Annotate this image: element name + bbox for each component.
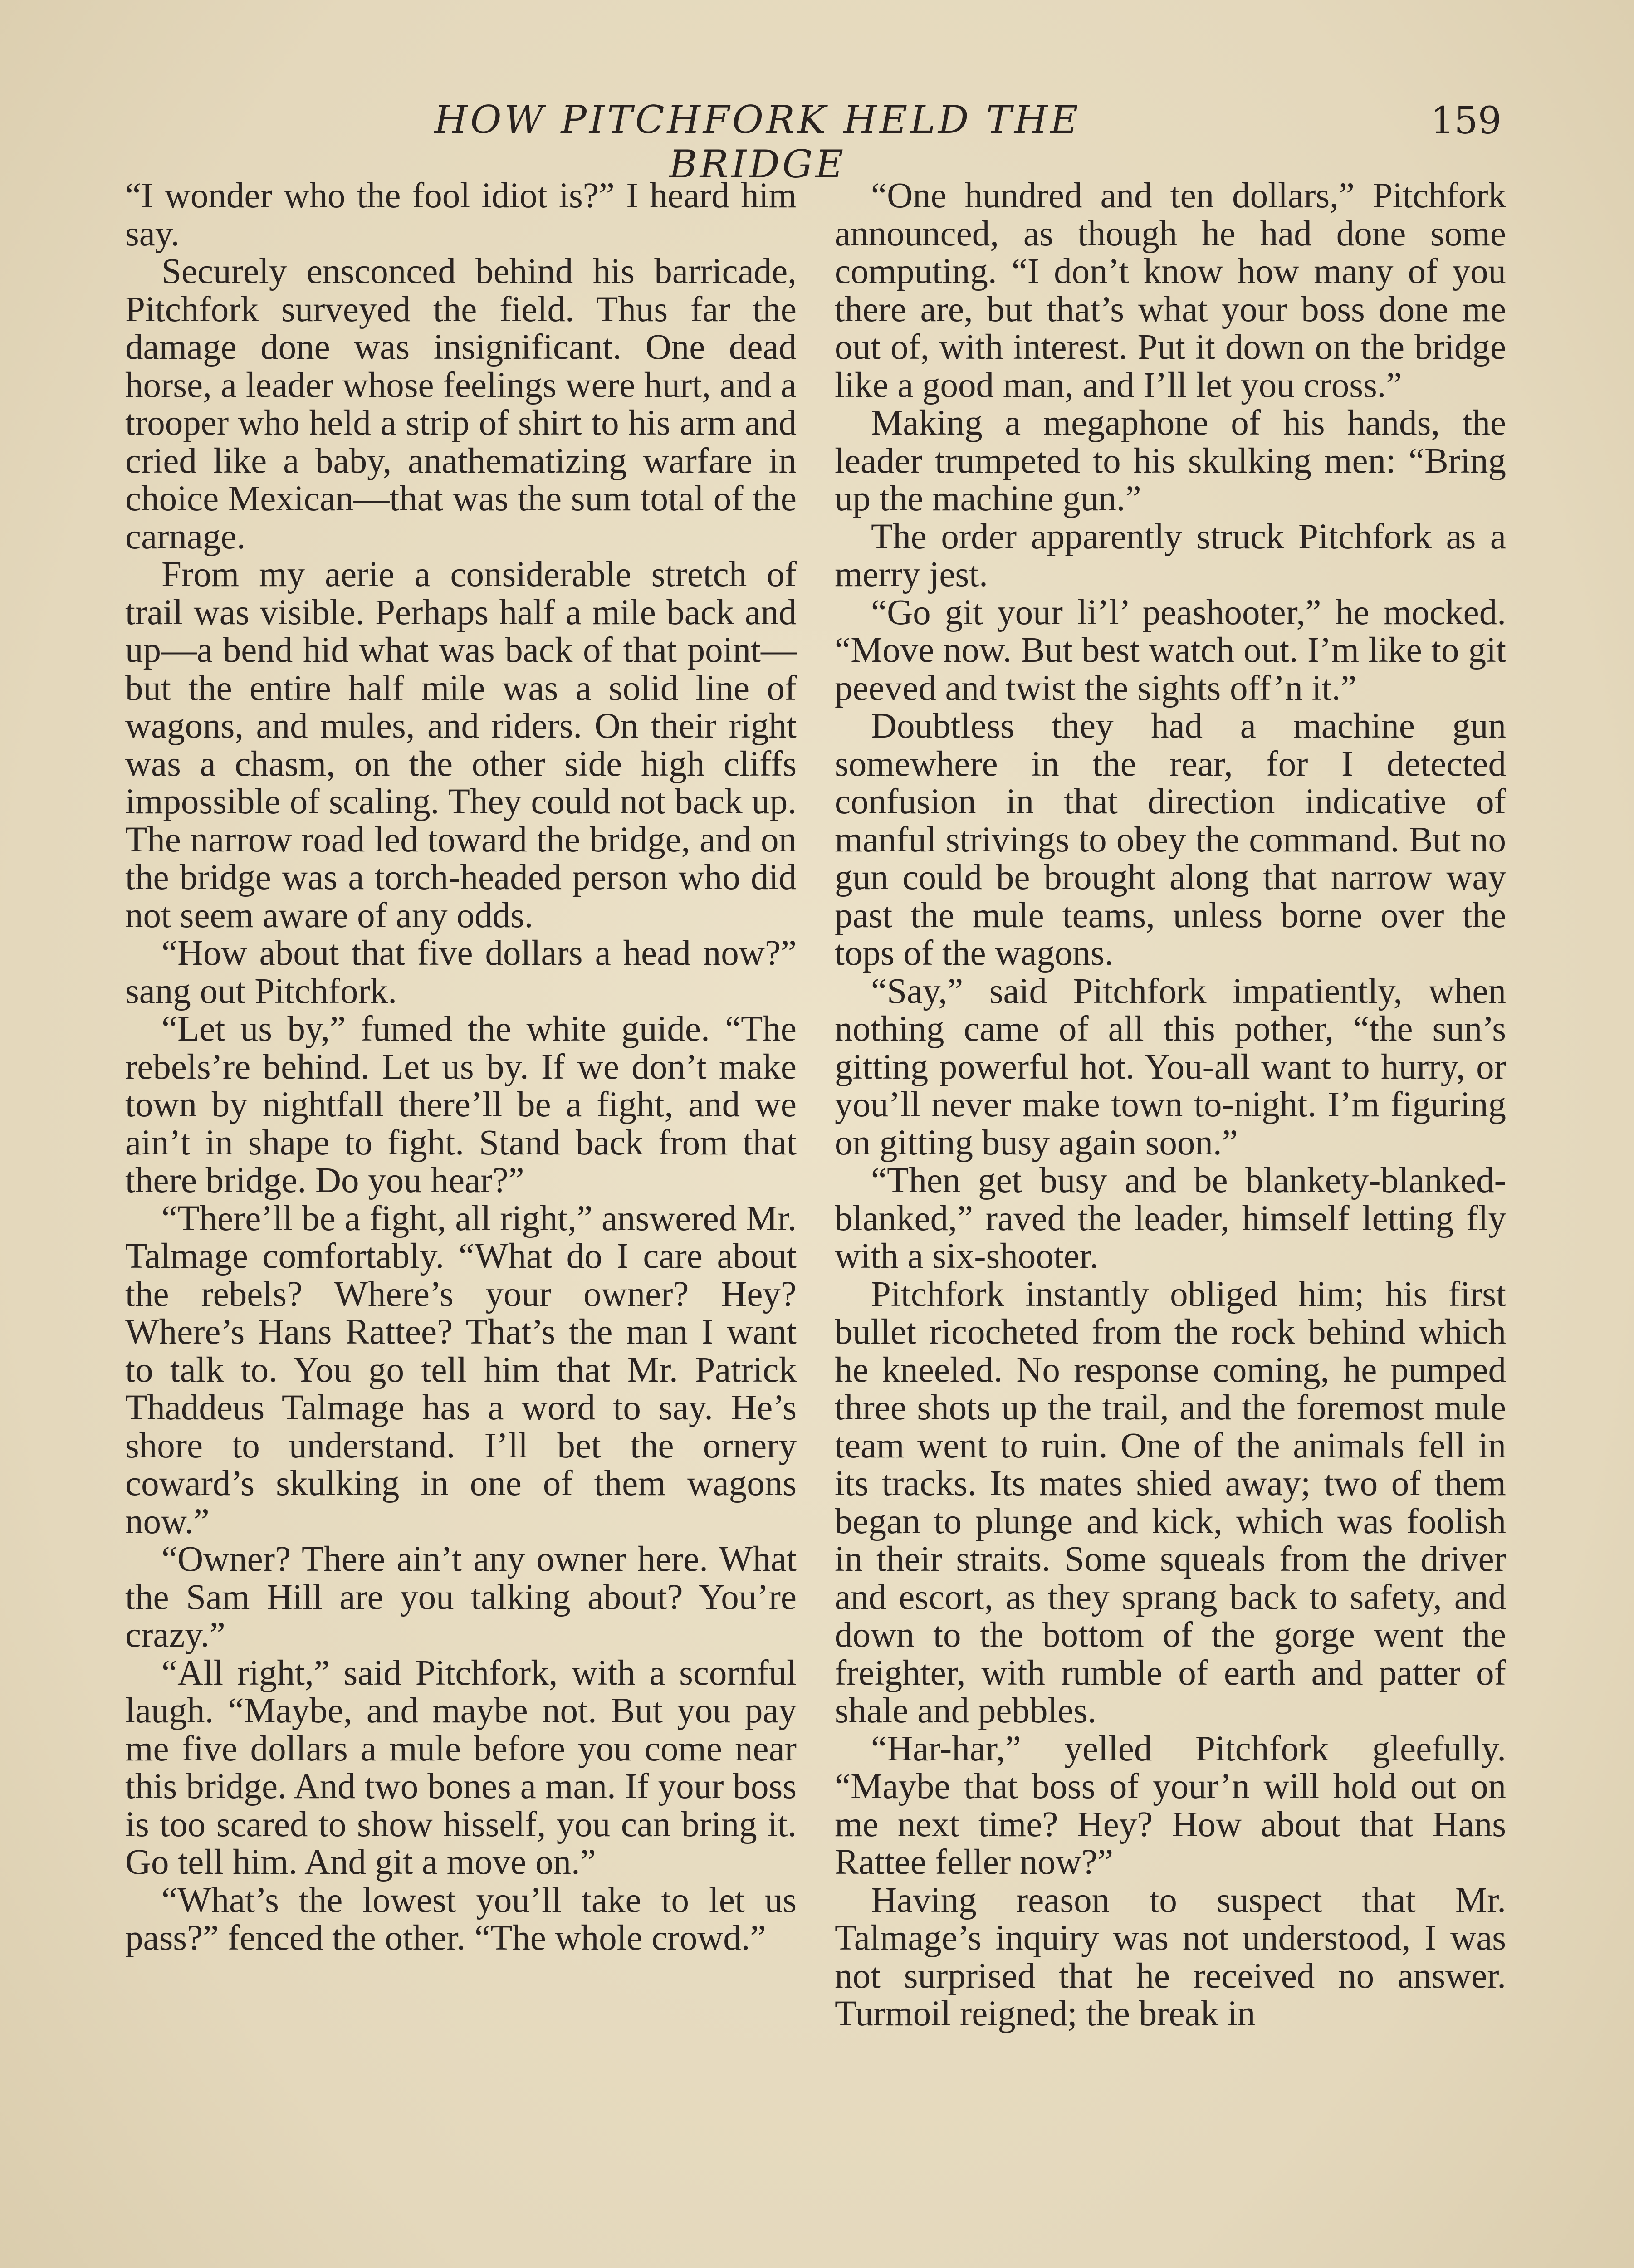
paragraph: From my aerie a considerable stretch of trail was visible. Perhaps half a mile back and up—a bend hid what was back of that point—but the entire half mile was a solid line of wagons, and mules, and riders. On their right was a chasm, on the other side high cliffs impossible of scaling. They could not back up. The narrow road led toward the bridge, and on the bridge was a torch-headed person who did not seem aware of any odds. xyxy=(125,555,797,935)
paragraph: “All right,” said Pitchfork, with a scornful laugh. “Maybe, and maybe not. But you pay me five dollars a mule before you come near this bridge. And two bones a man. If your boss is too scared to show hisself, you can bring it. Go tell him. And git a move on.” xyxy=(125,1653,797,1882)
paragraph: Having reason to suspect that Mr. Talmage’s inquiry was not understood, I was not surprised that he received no answer. Turmoil reigned; the break in xyxy=(835,1880,1506,2033)
paragraph: “One hundred and ten dollars,” Pitchfork announced, as though he had done some computing. “I don’t know how many of you there are, but that’s what your boss done me out of, with interest. Put it down on the bridge like a good man, and I’ll let you cross.” xyxy=(835,176,1506,405)
paragraph: “How about that five dollars a head now?” sang out Pitchfork. xyxy=(125,934,797,1011)
paragraph: “Then get busy and be blankety-blanked-blanked,” raved the leader, himself letting fly with a six-shooter. xyxy=(835,1161,1506,1276)
paragraph: The order apparently struck Pitchfork as a merry jest. xyxy=(835,517,1506,594)
paragraph: “What’s the lowest you’ll take to let us pass?” fenced the other. “The whole crowd.” xyxy=(125,1880,797,1958)
page-number: 159 xyxy=(1430,99,1502,142)
paragraph: “Say,” said Pitchfork impatiently, when nothing came of all this pother, “the sun’s gitting powerful hot. You-all want to hurry, or you’ll never make town to-night. I’m figuring on gitting busy again soon.” xyxy=(835,971,1506,1163)
page-header xyxy=(122,98,1502,186)
left-column xyxy=(125,177,797,1957)
running-title: HOW PITCHFORK HELD THE BRIDGE xyxy=(434,98,1081,186)
paragraph: Securely ensconced behind his barricade, Pitchfork surveyed the field. Thus far the damage done was insignificant. One dead horse, a leader whose feelings were hurt, and a trooper who held a strip of shirt to his arm and cried like a baby, anathematizing warfare in choice Mexican—that was the sum total of the carnage. xyxy=(125,252,797,557)
paragraph: Pitchfork instantly obliged him; his first bullet ricocheted from the rock behind which he kneeled. No response coming, he pumped three shots up the trail, and the foremost mule team went to ruin. One of the animals fell in its tracks. Its mates shied away; two of them began to plunge and kick, which was foolish in their straits. Some squeals from the driver and escort, as they sprang back to safety, and down to the bottom of the gorge went the freighter, with rumble of earth and patter of shale and pebbles. xyxy=(835,1274,1506,1730)
paragraph: “Go git your li’l’ peashooter,” he mocked. “Move now. But best watch out. I’m like to git peeved and twist the sights off’n it.” xyxy=(835,592,1506,708)
paragraph: “Let us by,” fumed the white guide. “The rebels’re behind. Let us by. If we don’t make town by nightfall there’ll be a fight, and we ain’t in shape to fight. Stand back from that there bridge. Do you hear?” xyxy=(125,1009,797,1200)
paragraph: “Har-har,” yelled Pitchfork gleefully. “Maybe that boss of your’n will hold out on me next time? Hey? How about that Hans Rattee feller now?” xyxy=(835,1729,1506,1882)
paragraph: “There’ll be a fight, all right,” answered Mr. Talmage comfortably. “What do I care about the rebels? Where’s your owner? Hey? Where’s Hans Rattee? That’s the man I want to talk to. You go tell him that Mr. Patrick Thaddeus Talmage has a word to say. He’s shore to understand. I’ll bet the ornery coward’s skulking in one of them wagons now.” xyxy=(125,1198,797,1541)
paragraph: Doubtless they had a machine gun somewhere in the rear, for I detected confusion in that direction indicative of manful strivings to obey the command. But no gun could be brought along that narrow way past the mule teams, unless borne over the tops of the wagons. xyxy=(835,706,1506,973)
right-column xyxy=(835,177,1506,2033)
paragraph: Making a megaphone of his hands, the leader trumpeted to his skulking men: “Bring up the machine gun.” xyxy=(835,403,1506,518)
paragraph: “I wonder who the fool idiot is?” I heard him say. xyxy=(125,176,797,254)
paragraph: “Owner? There ain’t any owner here. What the Sam Hill are you talking about? You’re crazy.” xyxy=(125,1540,797,1655)
